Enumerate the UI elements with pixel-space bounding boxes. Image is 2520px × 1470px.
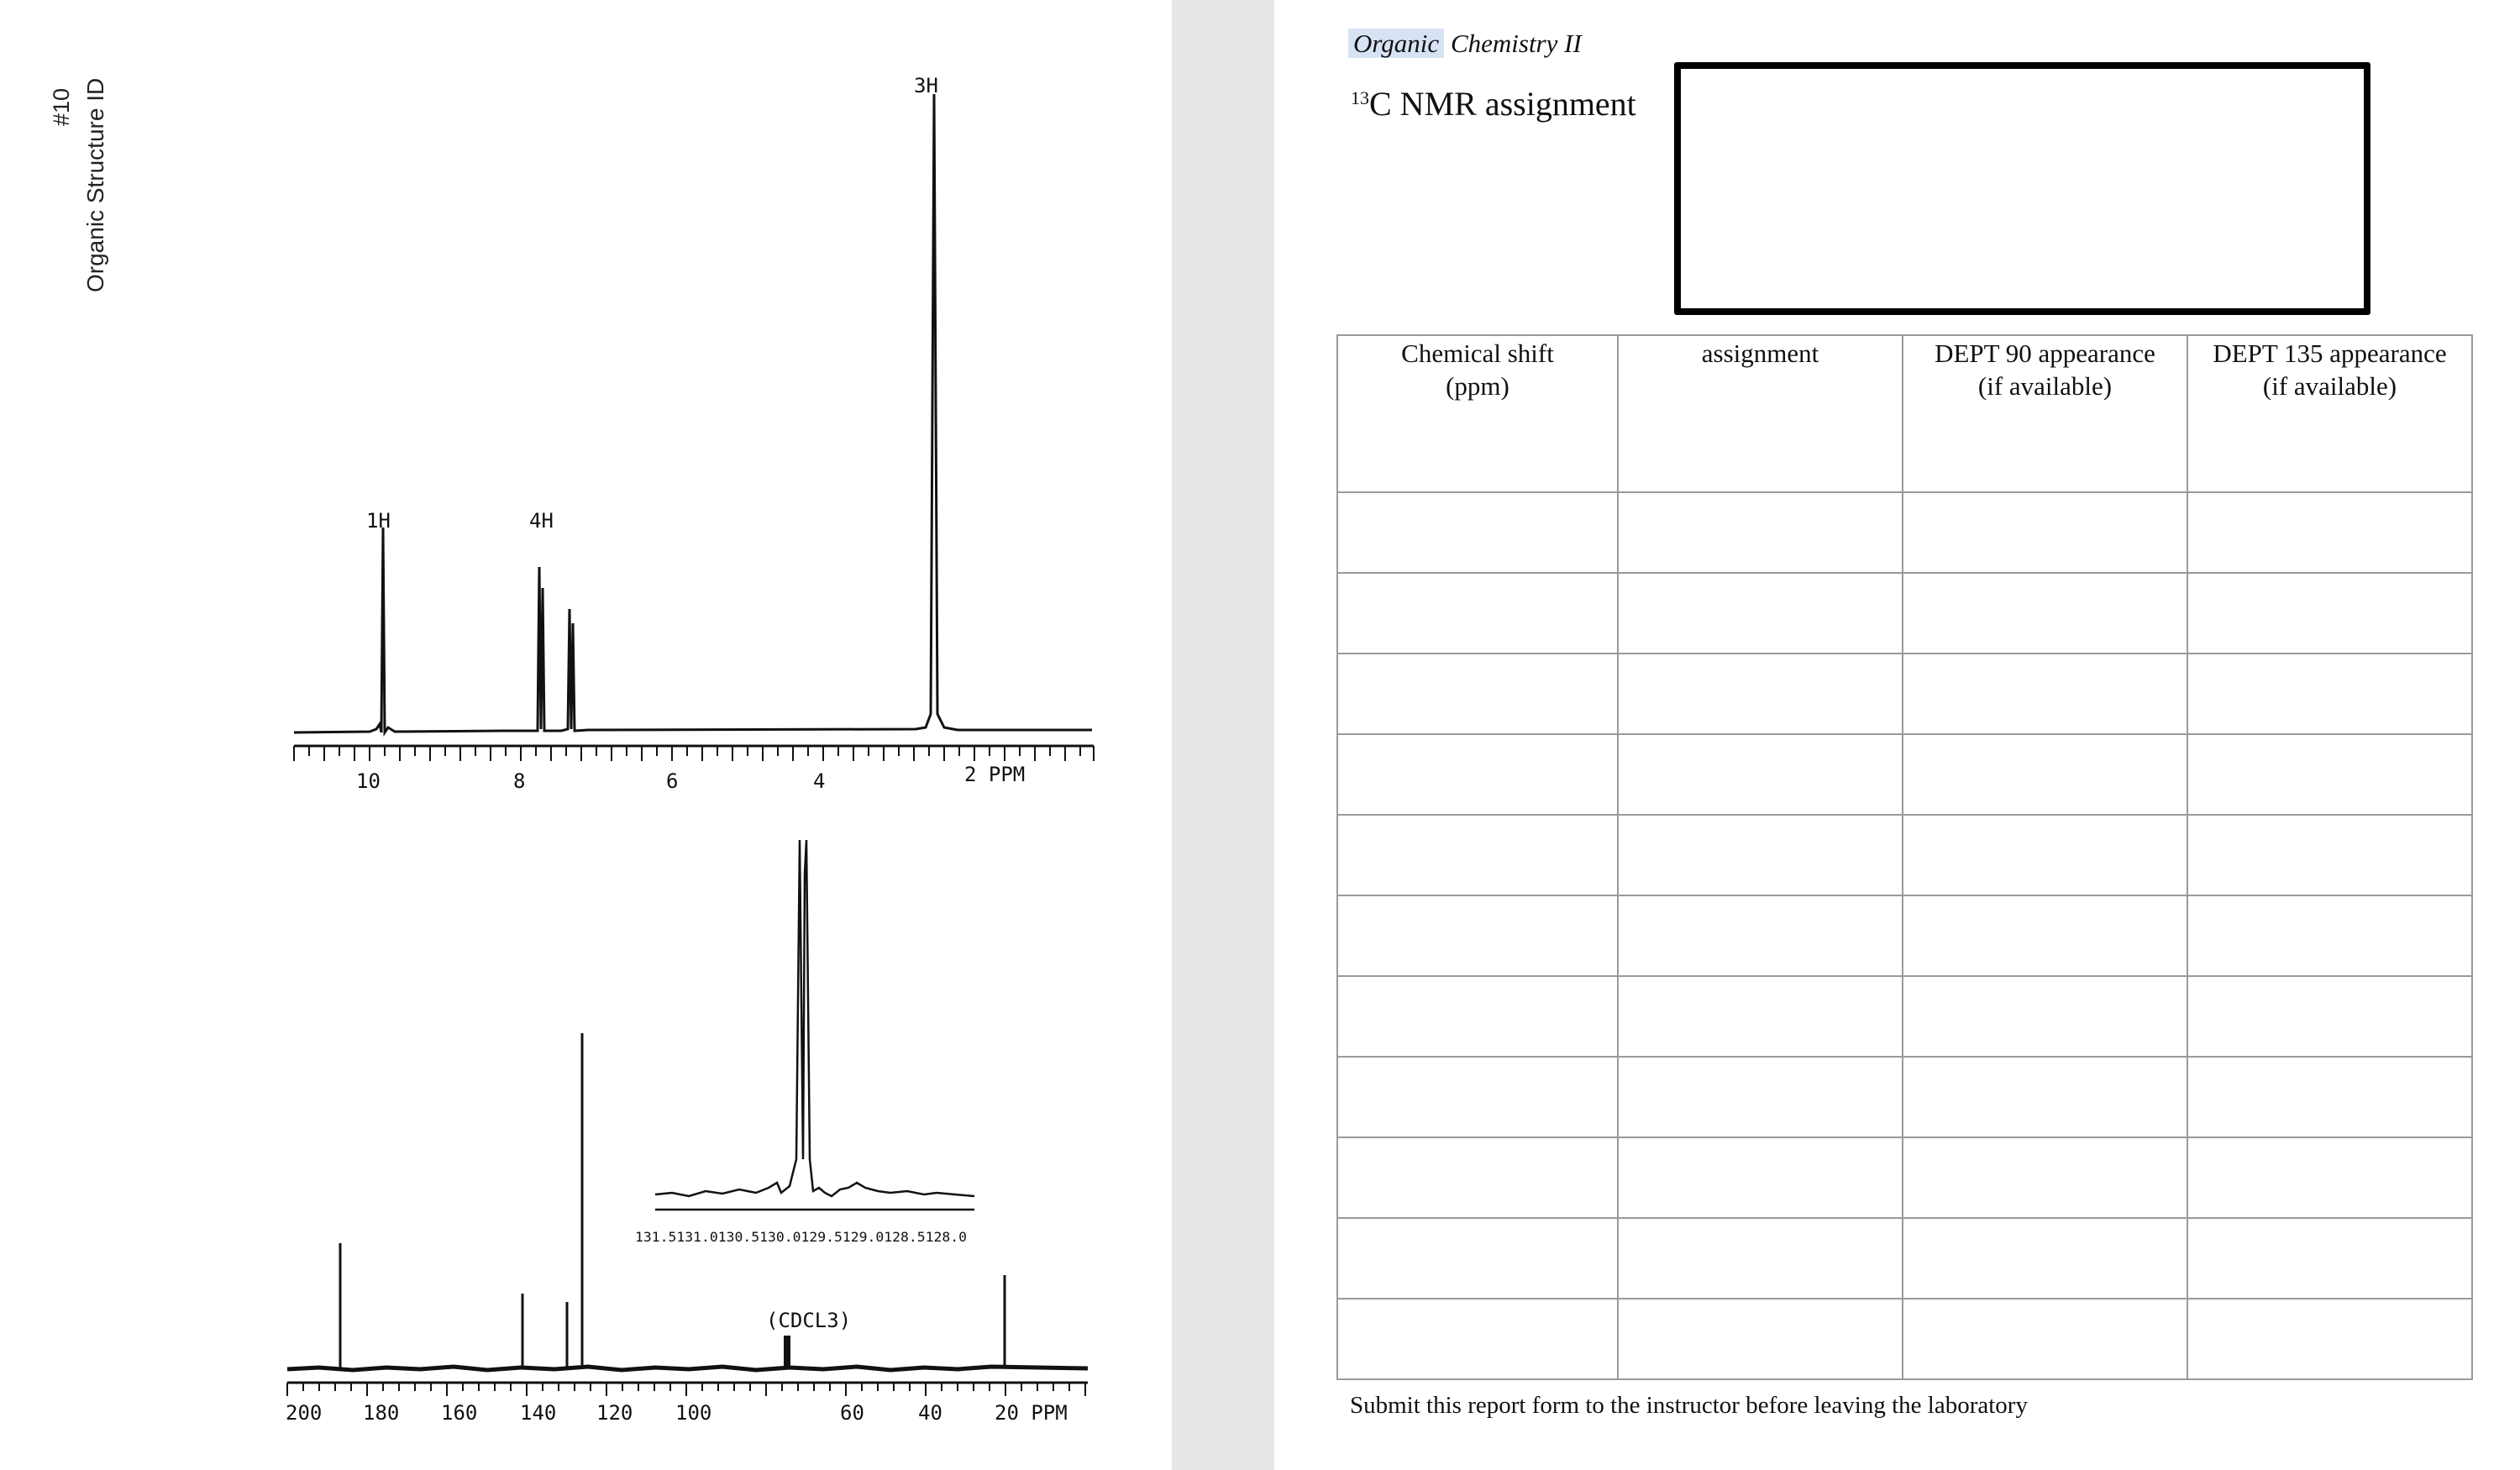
page-gutter (1172, 0, 1274, 1470)
table-cell[interactable] (1337, 654, 1618, 734)
table-cell[interactable] (1337, 1299, 1618, 1379)
header-assignment: assignment (1618, 335, 1903, 492)
h-integration-3h: 3H (914, 74, 938, 97)
h-axis-tick-4: 4 (813, 769, 826, 793)
structure-id-label: Organic Structure ID (82, 77, 108, 292)
table-cell[interactable] (1337, 1137, 1618, 1218)
c-axis-tick-20: 20 PPM (995, 1401, 1068, 1425)
h-integration-1h: 1H (366, 509, 391, 533)
table-cell[interactable] (2187, 734, 2472, 815)
assignment-table (1336, 334, 2473, 1380)
table-cell[interactable] (1903, 815, 2187, 895)
c-axis-tick-40: 40 (918, 1401, 942, 1425)
table-cell[interactable] (1903, 734, 2187, 815)
table-cell[interactable] (1903, 1218, 2187, 1299)
header-chemical-shift: Chemical shift (ppm) (1337, 335, 1618, 492)
table-row (1337, 895, 2472, 976)
table-cell[interactable] (1337, 1057, 1618, 1137)
table-cell[interactable] (2187, 1057, 2472, 1137)
table-row (1337, 976, 2472, 1057)
inset-trace (655, 840, 974, 1196)
table-cell[interactable] (1903, 895, 2187, 976)
table-cell[interactable] (1337, 1218, 1618, 1299)
h-nmr-spectrum (294, 94, 1092, 732)
table-cell[interactable] (2187, 573, 2472, 654)
table-row (1337, 815, 2472, 895)
table-cell[interactable] (1618, 976, 1903, 1057)
table-cell[interactable] (2187, 492, 2472, 573)
table-row (1337, 1299, 2472, 1379)
table-row (1337, 492, 2472, 573)
c-axis-tick-180: 180 (363, 1401, 400, 1425)
table-cell[interactable] (1618, 1137, 1903, 1218)
table-cell[interactable] (1903, 976, 2187, 1057)
table-cell[interactable] (1618, 1218, 1903, 1299)
table-row (1337, 1057, 2472, 1137)
course-highlight: Organic (1348, 29, 1444, 58)
h-axis-tick-8: 8 (513, 769, 526, 793)
table-row (1337, 1137, 2472, 1218)
h-nmr-baseline (294, 94, 1092, 732)
c-nmr-axis (287, 1383, 1088, 1396)
table-cell[interactable] (2187, 1218, 2472, 1299)
submission-instructions: Submit this report form to the instructor before leaving the laboratory (1350, 1392, 2028, 1419)
table-cell[interactable] (2187, 976, 2472, 1057)
table-cell[interactable] (1903, 492, 2187, 573)
table-cell[interactable] (2187, 1137, 2472, 1218)
nmr-title-text: C NMR assignment (1369, 85, 1636, 123)
c-axis-tick-200: 200 (286, 1401, 323, 1425)
table-cell[interactable] (1618, 1057, 1903, 1137)
c-solvent-label: (CDCL3) (766, 1309, 852, 1332)
table-cell[interactable] (1337, 815, 1618, 895)
table-cell[interactable] (1337, 492, 1618, 573)
table-cell[interactable] (2187, 654, 2472, 734)
c-axis-tick-140: 140 (520, 1401, 557, 1425)
c-axis-tick-120: 120 (596, 1401, 633, 1425)
c-axis-tick-160: 160 (441, 1401, 478, 1425)
table-cell[interactable] (1337, 734, 1618, 815)
table-cell[interactable] (1337, 895, 1618, 976)
table-row (1337, 654, 2472, 734)
table-header-row (1337, 335, 2472, 492)
structure-answer-box[interactable] (1674, 62, 2370, 315)
table-body (1337, 492, 2472, 1379)
c-axis-tick-60: 60 (840, 1401, 864, 1425)
table-cell[interactable] (1337, 976, 1618, 1057)
header-dept90: DEPT 90 appearance (if available) (1903, 335, 2187, 492)
table-cell[interactable] (1618, 654, 1903, 734)
c-nmr-inset (655, 840, 974, 1210)
table-cell[interactable] (1618, 734, 1903, 815)
nmr-spectra (0, 0, 1172, 1470)
course-title (1348, 29, 1582, 59)
table-cell[interactable] (1618, 492, 1903, 573)
table-cell[interactable] (1903, 1299, 2187, 1379)
isotope-superscript: 13 (1351, 87, 1369, 108)
table-cell[interactable] (1903, 1057, 2187, 1137)
nmr-assignment-title (1351, 84, 1636, 123)
table-cell[interactable] (2187, 1299, 2472, 1379)
table-cell[interactable] (1618, 1299, 1903, 1379)
table-cell[interactable] (2187, 815, 2472, 895)
table-cell[interactable] (1903, 1137, 2187, 1218)
table-cell[interactable] (1618, 815, 1903, 895)
h-axis-tick-6: 6 (666, 769, 679, 793)
h-axis-tick-10: 10 (356, 769, 381, 793)
table-cell[interactable] (1337, 573, 1618, 654)
c-nmr-spectrum (287, 1033, 1088, 1370)
table-cell[interactable] (1903, 654, 2187, 734)
course-rest: Chemistry II (1444, 29, 1582, 58)
table-cell[interactable] (1618, 895, 1903, 976)
c-axis-tick-100: 100 (675, 1401, 712, 1425)
problem-number: #10 (49, 87, 74, 126)
header-dept135: DEPT 135 appearance (if available) (2187, 335, 2472, 492)
table-cell[interactable] (1618, 573, 1903, 654)
table-row (1337, 734, 2472, 815)
table-cell[interactable] (1903, 573, 2187, 654)
h-axis-tick-2: 2 PPM (964, 763, 1026, 786)
table-row (1337, 573, 2472, 654)
h-integration-4h: 4H (529, 509, 554, 533)
inset-axis-label: 131.5131.0130.5130.0129.5129.0128.5128.0 (635, 1229, 967, 1245)
h-nmr-axis (294, 746, 1094, 761)
table-cell[interactable] (2187, 895, 2472, 976)
table-row (1337, 1218, 2472, 1299)
c-nmr-baseline (287, 1367, 1088, 1370)
